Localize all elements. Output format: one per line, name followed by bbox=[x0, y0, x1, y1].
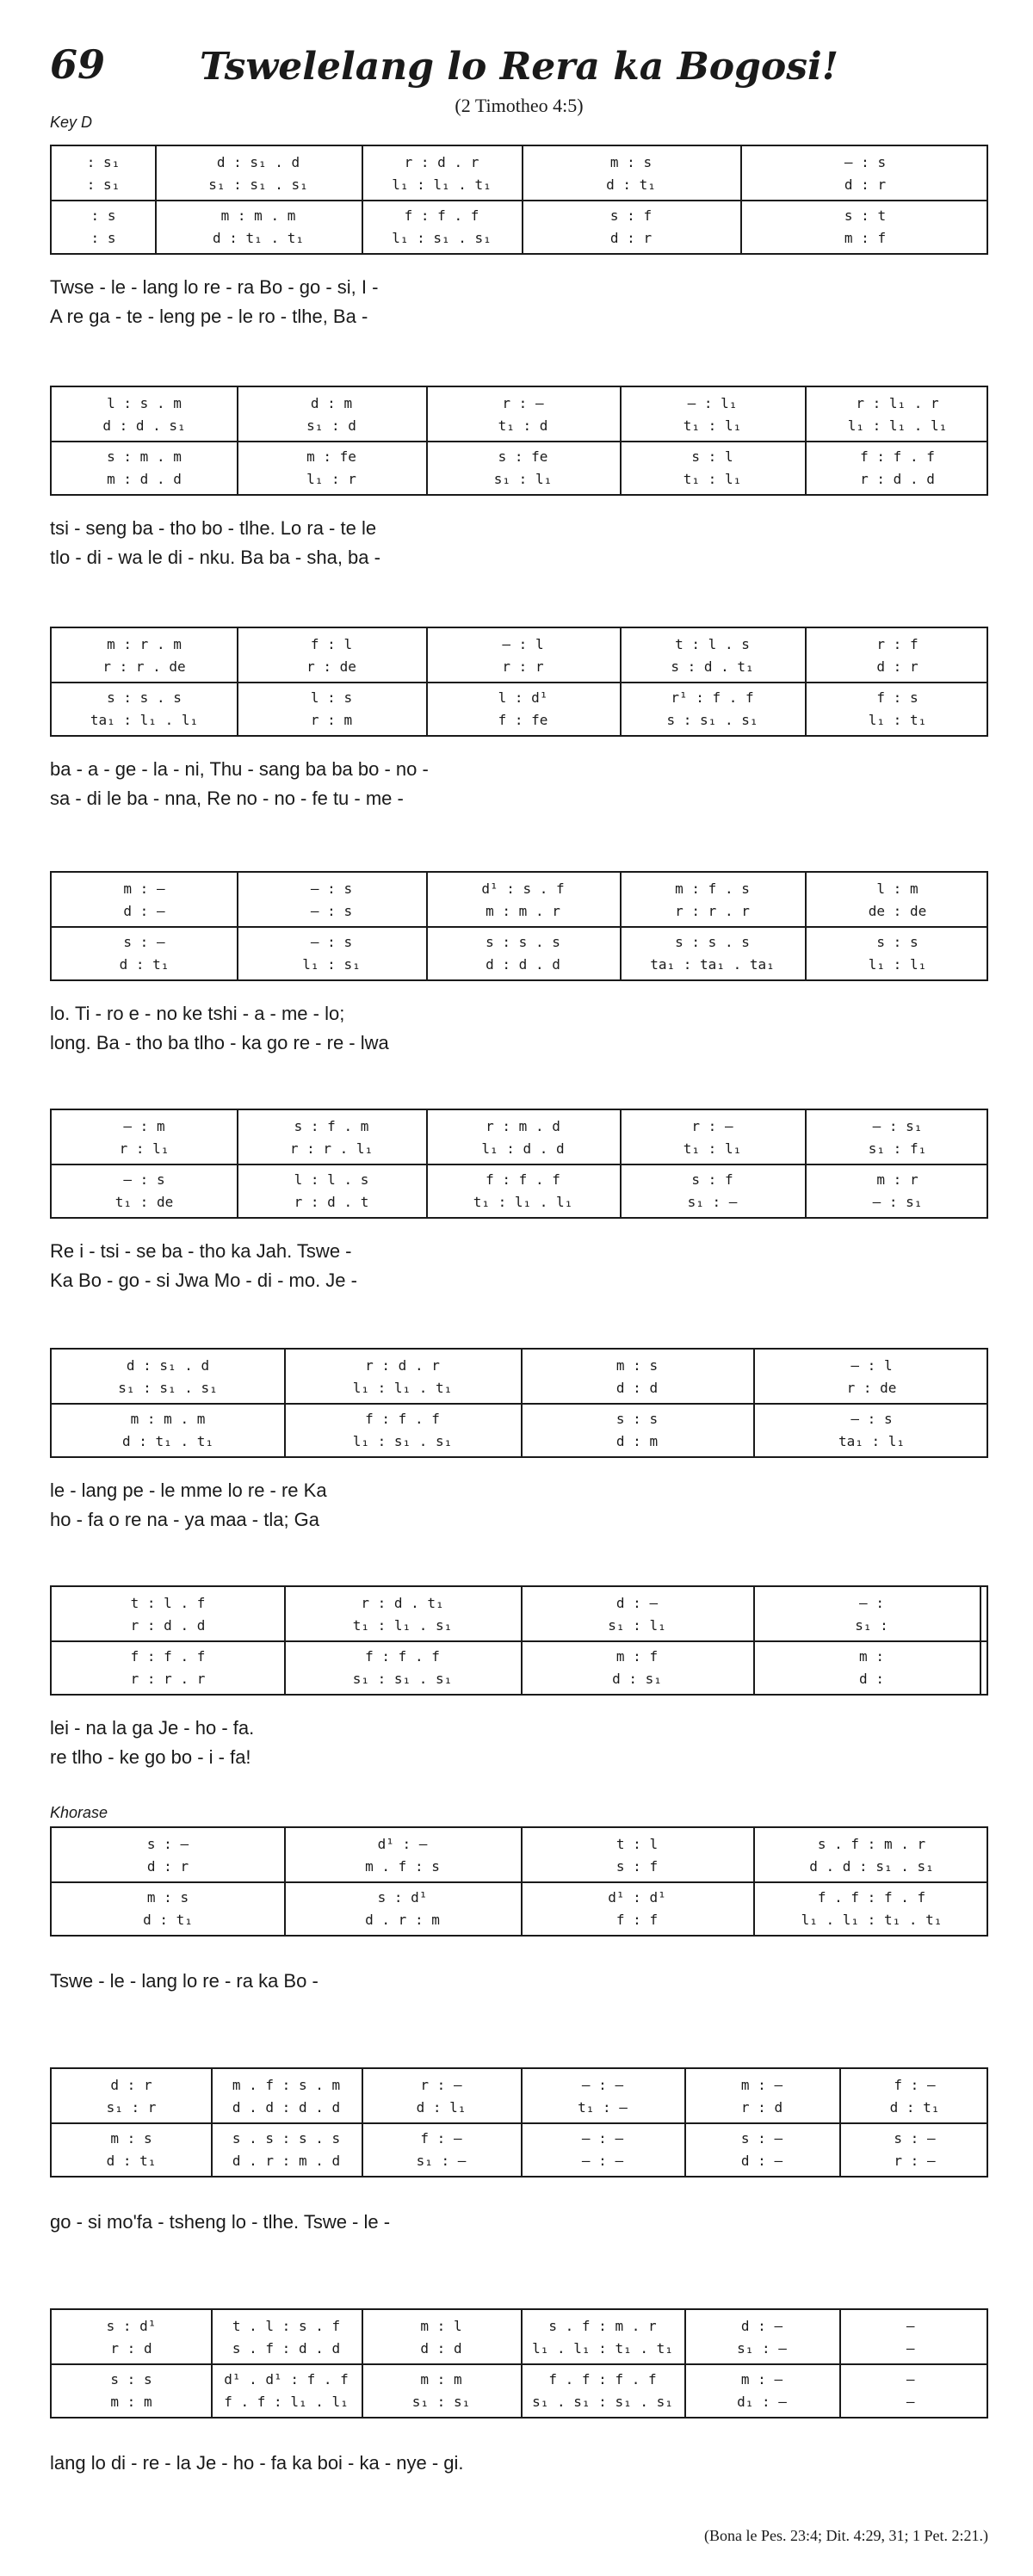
solfa-notes: d . d : d . d bbox=[232, 2099, 341, 2116]
solfa-notes: s₁ : r bbox=[106, 2099, 157, 2116]
soprano-row bbox=[52, 878, 987, 900]
solfa-notes: s : l bbox=[691, 448, 733, 465]
solfa-notes: d : s₁ bbox=[612, 1671, 662, 1687]
solfa-notes: l₁ : l₁ . t₁ bbox=[352, 1380, 453, 1396]
soprano-row bbox=[52, 2074, 987, 2097]
song-title: Tswelelang lo Rera ka Bogosi! bbox=[199, 45, 839, 89]
solfa-notes: m : m . m bbox=[220, 207, 296, 224]
solfa-notes: d . d : s₁ . s₁ bbox=[809, 1858, 934, 1875]
lyrics-block bbox=[50, 274, 988, 336]
solfa-notes: s : s bbox=[615, 1411, 659, 1427]
solfa-notes: f : f bbox=[615, 1912, 659, 1928]
alto-row bbox=[52, 1377, 987, 1399]
solfa-notes: d . r : m . d bbox=[232, 2153, 341, 2169]
solfa-notes: — bbox=[906, 2371, 924, 2388]
staff-system bbox=[50, 1109, 988, 1219]
staff-system bbox=[50, 386, 988, 496]
solfa-notes: s₁ : d bbox=[306, 417, 356, 434]
solfa-notes: — bbox=[906, 2340, 924, 2357]
solfa-notes: d : s₁ . d bbox=[216, 154, 300, 170]
solfa-notes: t : l . f bbox=[130, 1595, 206, 1611]
solfa-notes: t₁ : l₁ bbox=[683, 471, 742, 487]
solfa-notes: t₁ : l₁ bbox=[683, 1140, 742, 1157]
solfa-notes: f : s bbox=[876, 689, 919, 706]
solfa-notes: t₁ : — bbox=[578, 2099, 628, 2116]
solfa-notes: l₁ : s₁ . s₁ bbox=[392, 230, 492, 246]
staff-divider bbox=[52, 682, 987, 683]
solfa-notes: m : f bbox=[615, 1648, 659, 1665]
solfa-notes: f . f : f . f bbox=[548, 2371, 657, 2388]
solfa-notes: f . f : f . f bbox=[817, 1889, 926, 1906]
solfa-notes: — : l bbox=[502, 636, 544, 652]
solfa-notes: s : s . s bbox=[107, 689, 182, 706]
lyric-line: tlo - di - wa le di - nku. Ba ba - sha, ba - bbox=[50, 547, 380, 568]
solfa-notes: f : l bbox=[310, 636, 353, 652]
solfa-notes: — : s bbox=[844, 154, 887, 170]
solfa-notes: r : r . r bbox=[675, 903, 750, 919]
solfa-notes: s₁ : — bbox=[416, 2153, 467, 2169]
solfa-notes: f : f . f bbox=[365, 1411, 440, 1427]
solfa-notes: t . l : s . f bbox=[232, 2318, 341, 2334]
staff-divider bbox=[52, 1640, 987, 1642]
tenor-row bbox=[52, 205, 987, 227]
solfa-notes: s : s bbox=[876, 934, 919, 950]
solfa-notes: l₁ : s₁ . s₁ bbox=[352, 1433, 453, 1449]
solfa-notes: m : s bbox=[146, 1889, 189, 1906]
solfa-notes: f : fe bbox=[498, 712, 548, 728]
solfa-notes: f : — bbox=[420, 2130, 462, 2147]
solfa-notes: s : f . m bbox=[294, 1118, 369, 1134]
solfa-notes: t : l bbox=[615, 1836, 659, 1852]
lyric-line: re tlho - ke go bo - i - fa! bbox=[50, 1746, 251, 1768]
solfa-notes: s : d¹ bbox=[377, 1889, 428, 1906]
solfa-notes: t : l . s bbox=[675, 636, 750, 652]
lyrics-block bbox=[50, 1477, 988, 1539]
lyrics-block bbox=[50, 1000, 988, 1062]
staff-system bbox=[50, 2308, 988, 2418]
alto-row bbox=[52, 656, 987, 678]
solfa-notes: l₁ : s₁ bbox=[302, 956, 361, 973]
solfa-notes: r : — bbox=[691, 1118, 733, 1134]
solfa-notes: m : s bbox=[615, 1357, 659, 1374]
staff-divider bbox=[52, 1164, 987, 1165]
solfa-notes: r : — bbox=[894, 2153, 936, 2169]
solfa-notes: ta₁ : l₁ bbox=[838, 1433, 906, 1449]
staff-divider bbox=[52, 2122, 987, 2124]
solfa-notes: f : f . f bbox=[404, 207, 479, 224]
solfa-notes: d : l₁ bbox=[416, 2099, 467, 2116]
solfa-notes: — : s bbox=[310, 903, 353, 919]
bass-row bbox=[52, 1668, 987, 1690]
solfa-notes: s : — bbox=[740, 2130, 783, 2147]
solfa-notes: d : — bbox=[740, 2153, 783, 2169]
soprano-row bbox=[52, 633, 987, 656]
solfa-notes: d : r bbox=[844, 176, 887, 193]
soprano-row bbox=[52, 392, 987, 415]
soprano-row bbox=[52, 1592, 987, 1615]
solfa-notes: s₁ : s₁ bbox=[411, 2394, 471, 2410]
lyric-line: Re i - tsi - se ba - tho ka Jah. Tswe - bbox=[50, 1240, 352, 1262]
solfa-notes: d : r bbox=[876, 658, 919, 675]
solfa-notes: l : s . m bbox=[107, 395, 182, 411]
solfa-notes: d : d . d bbox=[486, 956, 560, 973]
staff-divider bbox=[52, 200, 987, 201]
solfa-notes: l : d¹ bbox=[498, 689, 548, 706]
solfa-notes: r : f bbox=[876, 636, 919, 652]
staff-divider bbox=[52, 2363, 987, 2365]
solfa-notes: m : l bbox=[420, 2318, 462, 2334]
solfa-notes: s : — bbox=[146, 1836, 189, 1852]
solfa-notes: m : m bbox=[420, 2371, 462, 2388]
solfa-notes: — : l₁ bbox=[687, 395, 738, 411]
lyrics-block bbox=[50, 2196, 988, 2258]
lyric-line: Twse - le - lang lo re - ra Bo - go - si, I - bbox=[50, 276, 379, 298]
bass-row bbox=[52, 468, 987, 491]
solfa-notes: s : s bbox=[110, 2371, 152, 2388]
solfa-notes: m : r . m bbox=[107, 636, 182, 652]
alto-row bbox=[52, 174, 987, 196]
solfa-notes: l₁ . l₁ : t₁ . t₁ bbox=[532, 2340, 673, 2357]
solfa-notes: d : d . s₁ bbox=[102, 417, 186, 434]
alto-row bbox=[52, 2097, 987, 2119]
tenor-row bbox=[52, 931, 987, 954]
soprano-row bbox=[52, 1833, 987, 1856]
solfa-notes: r : l₁ bbox=[119, 1140, 170, 1157]
solfa-notes: t₁ : l₁ . l₁ bbox=[473, 1194, 573, 1210]
solfa-notes: r : d . d bbox=[130, 1617, 206, 1634]
solfa-notes: : s bbox=[90, 230, 116, 246]
solfa-notes: — : — bbox=[581, 2153, 624, 2169]
bass-row bbox=[52, 954, 987, 976]
solfa-notes: t₁ : l₁ . s₁ bbox=[352, 1617, 453, 1634]
staff-system bbox=[50, 2067, 988, 2178]
solfa-notes: s : s₁ . s₁ bbox=[666, 712, 758, 728]
solfa-notes: r : d . d bbox=[860, 471, 935, 487]
lyric-line: ho - fa o re na - ya maa - tla; Ga bbox=[50, 1509, 320, 1530]
solfa-notes: s . f : d . d bbox=[232, 2340, 341, 2357]
solfa-notes: s₁ : l₁ bbox=[493, 471, 553, 487]
solfa-notes: s : t bbox=[844, 207, 887, 224]
solfa-notes: s : — bbox=[123, 934, 165, 950]
solfa-notes: d : m bbox=[615, 1433, 659, 1449]
solfa-notes: f : f . f bbox=[365, 1648, 440, 1665]
solfa-notes: s₁ : bbox=[855, 1617, 888, 1634]
solfa-notes: s₁ : — bbox=[687, 1194, 738, 1210]
solfa-notes: l₁ : l₁ bbox=[868, 956, 927, 973]
solfa-notes: d : t₁ bbox=[143, 1912, 193, 1928]
solfa-notes: — bbox=[906, 2394, 924, 2410]
solfa-notes: m : m . r bbox=[486, 903, 560, 919]
solfa-notes: r : d bbox=[110, 2340, 152, 2357]
solfa-notes: m : — bbox=[740, 2077, 783, 2093]
staff-system bbox=[50, 1826, 988, 1937]
solfa-notes: — bbox=[906, 2318, 924, 2334]
solfa-notes: m : f bbox=[844, 230, 887, 246]
solfa-notes: s₁ : s₁ . s₁ bbox=[208, 176, 308, 193]
soprano-row bbox=[52, 151, 987, 174]
solfa-notes: : s bbox=[90, 207, 116, 224]
solfa-notes: d : s₁ . d bbox=[126, 1357, 210, 1374]
solfa-notes: r : r . l₁ bbox=[289, 1140, 374, 1157]
solfa-notes: l₁ : l₁ . t₁ bbox=[392, 176, 492, 193]
tenor-row bbox=[52, 1646, 987, 1668]
tenor-row bbox=[52, 2128, 987, 2150]
tenor-row bbox=[52, 1887, 987, 1909]
bass-row bbox=[52, 1909, 987, 1931]
chorus-label: Khorase bbox=[50, 1804, 108, 1821]
solfa-notes: r : d . r bbox=[404, 154, 479, 170]
solfa-notes: s₁ : — bbox=[737, 2340, 787, 2357]
solfa-notes: s₁ : f₁ bbox=[868, 1140, 927, 1157]
staff-divider bbox=[52, 441, 987, 442]
solfa-notes: m : f . s bbox=[675, 880, 750, 897]
solfa-notes: d : m bbox=[310, 395, 353, 411]
solfa-notes: r : r . de bbox=[102, 658, 186, 675]
lyrics-block bbox=[50, 756, 988, 818]
lyric-line: long. Ba - tho ba tlho - ka go re - re - lwa bbox=[50, 1032, 389, 1053]
solfa-notes: d : — bbox=[615, 1595, 659, 1611]
lyric-line: sa - di le ba - nna, Re no - no - fe tu - me - bbox=[50, 788, 404, 809]
alto-row bbox=[52, 1615, 987, 1637]
alto-row bbox=[52, 1138, 987, 1160]
solfa-notes: s : s . s bbox=[486, 934, 560, 950]
solfa-notes: l : m bbox=[876, 880, 919, 897]
lyric-line: lang lo di - re - la Je - ho - fa ka boi - ka - nye - gi. bbox=[50, 2452, 464, 2474]
lyrics-block bbox=[50, 1714, 988, 1776]
tenor-row bbox=[52, 1408, 987, 1430]
solfa-notes: r : l₁ . r bbox=[856, 395, 939, 411]
solfa-notes: — : l bbox=[851, 1357, 893, 1374]
staff-divider bbox=[52, 926, 987, 928]
solfa-notes: r : r . r bbox=[130, 1671, 206, 1687]
solfa-notes: r : d . t₁ bbox=[361, 1595, 444, 1611]
solfa-notes: l₁ . l₁ : t₁ . t₁ bbox=[801, 1912, 943, 1928]
solfa-notes: s : f bbox=[691, 1171, 733, 1188]
staff-system bbox=[50, 871, 988, 981]
alto-row bbox=[52, 415, 987, 437]
soprano-row bbox=[52, 2315, 987, 2338]
solfa-notes: d₁ : — bbox=[737, 2394, 787, 2410]
solfa-notes: m . f : s bbox=[365, 1858, 440, 1875]
solfa-notes: r : de bbox=[306, 658, 356, 675]
song-header bbox=[50, 41, 988, 136]
solfa-notes: s : f bbox=[609, 207, 653, 224]
solfa-notes: f : f . f bbox=[860, 448, 935, 465]
solfa-notes: m . f : s . m bbox=[232, 2077, 341, 2093]
tenor-row bbox=[52, 1169, 987, 1191]
lyric-line: lo. Ti - ro e - no ke tshi - a - me - lo; bbox=[50, 1003, 345, 1024]
solfa-notes: — : — bbox=[581, 2077, 624, 2093]
solfa-notes: d : d bbox=[420, 2340, 462, 2357]
solfa-notes: s : f bbox=[615, 1858, 659, 1875]
solfa-notes: d : t₁ . t₁ bbox=[213, 230, 304, 246]
staff-divider bbox=[52, 1403, 987, 1405]
solfa-notes: s . f : m . r bbox=[817, 1836, 926, 1852]
solfa-notes: : s₁ bbox=[86, 154, 121, 170]
song-number: 69 bbox=[50, 41, 106, 88]
solfa-notes: l : l . s bbox=[294, 1171, 369, 1188]
lyric-line: go - si mo'fa - tsheng lo - tlhe. Tswe - le - bbox=[50, 2211, 391, 2233]
solfa-notes: — : — bbox=[581, 2130, 624, 2147]
solfa-notes: m : m bbox=[110, 2394, 152, 2410]
solfa-notes: d : r bbox=[146, 1858, 189, 1875]
solfa-notes: d¹ : s . f bbox=[481, 880, 565, 897]
solfa-notes: r : d . r bbox=[365, 1357, 440, 1374]
solfa-notes: s₁ . s₁ : s₁ . s₁ bbox=[532, 2394, 673, 2410]
bass-row bbox=[52, 709, 987, 732]
solfa-notes: s : fe bbox=[498, 448, 548, 465]
solfa-notes: s : m . m bbox=[107, 448, 182, 465]
solfa-notes: d : t₁ bbox=[606, 176, 656, 193]
solfa-notes: r : de bbox=[846, 1380, 897, 1396]
solfa-notes: — : s bbox=[310, 880, 353, 897]
solfa-notes: r : d bbox=[740, 2099, 783, 2116]
lyric-line: lei - na la ga Je - ho - fa. bbox=[50, 1717, 255, 1739]
solfa-notes: s₁ : s₁ . s₁ bbox=[352, 1671, 453, 1687]
solfa-notes: : s₁ bbox=[86, 176, 121, 193]
solfa-notes: r : m . d bbox=[486, 1118, 560, 1134]
solfa-notes: l₁ : t₁ bbox=[868, 712, 927, 728]
solfa-notes: m : s bbox=[609, 154, 653, 170]
solfa-notes: s₁ : l₁ bbox=[608, 1617, 666, 1634]
lyric-line: Ka Bo - go - si Jwa Mo - di - mo. Je - bbox=[50, 1269, 357, 1291]
lyrics-block bbox=[50, 2437, 988, 2499]
bass-row bbox=[52, 2150, 987, 2172]
solfa-notes: — : m bbox=[123, 1118, 165, 1134]
solfa-notes: s : s . s bbox=[675, 934, 750, 950]
solfa-notes: m : bbox=[859, 1648, 884, 1665]
solfa-notes: t₁ : de bbox=[114, 1194, 174, 1210]
solfa-notes: l₁ : d . d bbox=[481, 1140, 565, 1157]
bass-row bbox=[52, 1191, 987, 1214]
solfa-notes: r : m bbox=[310, 712, 353, 728]
solfa-notes: f : f . f bbox=[130, 1648, 206, 1665]
tenor-row bbox=[52, 687, 987, 709]
bible-references: (Bona le Pes. 23:4; Dit. 4:29, 31; 1 Pet. 2:21.) bbox=[704, 2527, 988, 2544]
scripture-reference: (2 Timotheo 4:5) bbox=[455, 95, 584, 116]
solfa-notes: d : t₁ bbox=[889, 2099, 940, 2116]
solfa-notes: d : t₁ bbox=[106, 2153, 157, 2169]
solfa-notes: f : — bbox=[894, 2077, 936, 2093]
alto-row bbox=[52, 2338, 987, 2360]
solfa-notes: d¹ : — bbox=[377, 1836, 428, 1852]
solfa-notes: l : s bbox=[310, 689, 353, 706]
staff-system bbox=[50, 627, 988, 737]
key-signature: Key D bbox=[50, 114, 93, 131]
bass-row bbox=[52, 1430, 987, 1453]
solfa-notes: r : r bbox=[502, 658, 544, 675]
solfa-notes: f : f . f bbox=[486, 1171, 560, 1188]
solfa-notes: — : s bbox=[123, 1171, 165, 1188]
lyric-line: tsi - seng ba - tho bo - tlhe. Lo ra - te le bbox=[50, 517, 377, 539]
solfa-notes: m : — bbox=[740, 2371, 783, 2388]
solfa-notes: d : d bbox=[615, 1380, 659, 1396]
solfa-notes: ta₁ : ta₁ . ta₁ bbox=[650, 956, 775, 973]
solfa-notes: s : d¹ bbox=[106, 2318, 157, 2334]
tenor-row bbox=[52, 2369, 987, 2391]
solfa-notes: t₁ : d bbox=[498, 417, 548, 434]
solfa-notes: r : — bbox=[502, 395, 544, 411]
alto-row bbox=[52, 900, 987, 923]
solfa-notes: m : m . m bbox=[130, 1411, 206, 1427]
lyrics-block bbox=[50, 515, 988, 577]
solfa-notes: ta₁ : l₁ . l₁ bbox=[90, 712, 199, 728]
lyric-line: le - lang pe - le mme lo re - re Ka bbox=[50, 1480, 327, 1501]
solfa-notes: d : t₁ . t₁ bbox=[122, 1433, 213, 1449]
staff-system bbox=[50, 1585, 988, 1696]
solfa-notes: d : r bbox=[609, 230, 653, 246]
solfa-notes: d¹ . d¹ : f . f bbox=[224, 2371, 349, 2388]
solfa-notes: — : s₁ bbox=[872, 1194, 923, 1210]
solfa-notes: de : de bbox=[868, 903, 927, 919]
bass-row bbox=[52, 2391, 987, 2413]
lyric-line: ba - a - ge - la - ni, Thu - sang ba ba bo - no - bbox=[50, 758, 429, 780]
solfa-notes: — : s bbox=[310, 934, 353, 950]
staff-system bbox=[50, 1348, 988, 1458]
solfa-notes: m : r bbox=[876, 1171, 919, 1188]
solfa-notes: — : bbox=[859, 1595, 884, 1611]
solfa-notes: s : d . t₁ bbox=[671, 658, 754, 675]
solfa-notes: s . s : s . s bbox=[232, 2130, 341, 2147]
soprano-row bbox=[52, 1115, 987, 1138]
lyrics-block bbox=[50, 1955, 988, 2017]
solfa-notes: r¹ : f . f bbox=[671, 689, 754, 706]
solfa-notes: l₁ : r bbox=[306, 471, 356, 487]
alto-row bbox=[52, 1856, 987, 1878]
solfa-notes: — : s bbox=[851, 1411, 893, 1427]
staff-system bbox=[50, 145, 988, 255]
solfa-notes: d¹ : d¹ bbox=[608, 1889, 666, 1906]
solfa-notes: r : — bbox=[420, 2077, 462, 2093]
solfa-notes: d : t₁ bbox=[119, 956, 170, 973]
solfa-notes: d : r bbox=[110, 2077, 152, 2093]
solfa-notes: d : — bbox=[740, 2318, 783, 2334]
solfa-notes: s : — bbox=[894, 2130, 936, 2147]
solfa-notes: t₁ : l₁ bbox=[683, 417, 742, 434]
solfa-notes: — : s₁ bbox=[872, 1118, 923, 1134]
soprano-row bbox=[52, 1355, 987, 1377]
solfa-notes: f . f : l₁ . l₁ bbox=[224, 2394, 349, 2410]
solfa-notes: m : s bbox=[110, 2130, 152, 2147]
solfa-notes: d . r : m bbox=[365, 1912, 440, 1928]
solfa-notes: m : d . d bbox=[107, 471, 182, 487]
solfa-notes: r : d . t bbox=[294, 1194, 369, 1210]
lyric-line: Tswe - le - lang lo re - ra ka Bo - bbox=[50, 1970, 319, 1992]
solfa-notes: l₁ : l₁ . l₁ bbox=[847, 417, 948, 434]
staff-divider bbox=[52, 1881, 987, 1883]
lyrics-block bbox=[50, 1238, 988, 1300]
lyric-line: A re ga - te - leng pe - le ro - tlhe, Ba - bbox=[50, 306, 368, 327]
solfa-notes: m : — bbox=[123, 880, 165, 897]
solfa-notes: s . f : m . r bbox=[548, 2318, 657, 2334]
solfa-notes: d : — bbox=[123, 903, 165, 919]
tenor-row bbox=[52, 446, 987, 468]
solfa-notes: d : bbox=[859, 1671, 884, 1687]
solfa-notes: m : fe bbox=[306, 448, 356, 465]
solfa-notes: s₁ : s₁ . s₁ bbox=[118, 1380, 218, 1396]
bass-row bbox=[52, 227, 987, 250]
